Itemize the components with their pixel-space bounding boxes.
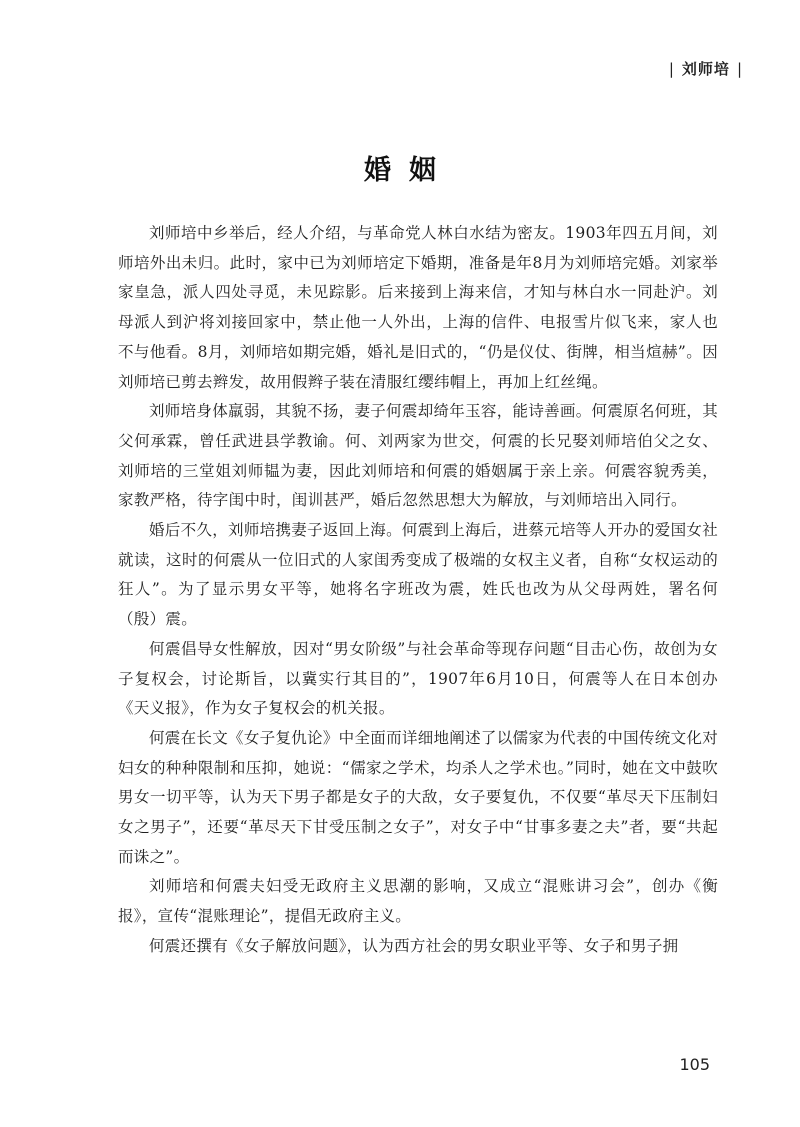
paragraph-4: 何震倡导女性解放，因对“男女阶级”与社会革命等现存问题“目击心伤，故创为女子复权会，讨论斯旨，以冀实行其目的”，1907年6月10日，何震等人在日本创办《天义报》，作为女子复权会的机关报。 [118, 639, 718, 718]
paragraph-7: 何震还撰有《女子解放问题》，认为西方社会的男女职业平等、女子和男子拥 [149, 936, 679, 955]
body-text [118, 219, 718, 962]
paragraph-6: 刘师培和何震夫妇受无政府主义思潮的影响，又成立“混账讲习会”，创办《衡报》，宣传“混账理论”，提倡无政府主义。 [118, 877, 718, 926]
paragraph-1: 刘师培中乡举后，经人介绍，与革命党人林白水结为密友。1903年四五月间，刘师培外出未归。此时，家中已为刘师培定下婚期，准备是年8月为刘师培完婚。刘家举家皇急，派人四处寻觅，未见踪影。后来接到上海来信，才知与林白水一同赴沪。刘母派人到沪将刘接回家中，禁止他一人外出，上海的信件、电报雪片似飞来，家人也不与他看。8月，刘师培如期完婚，婚礼是旧式的，“仍是仪仗、街牌，相当煊赫”。因刘师培已剪去辫发，故用假辫子装在清服红缨纬帽上，再加上红丝绳。 [118, 224, 718, 391]
running-header [662, 58, 750, 79]
page-number: 105 [679, 1055, 710, 1074]
paragraph-5: 何震在长文《女子复仇论》中全面而详细地阐述了以儒家为代表的中国传统文化对妇女的种种限制和压抑，她说：“儒家之学术，均杀人之学术也。”同时，她在文中鼓吹男女一切平等，认为天下男子都是女子的大敌，女子要复仇，不仅要“革尽天下压制妇女之男子”，还要“革尽天下甘受压制之女子”，对女子中“甘事多妻之夫”者，要“共起而诛之”。 [118, 728, 718, 866]
paragraph-3: 婚后不久，刘师培携妻子返回上海。何震到上海后，进蔡元培等人开办的爱国女社就读，这时的何震从一位旧式的人家闺秀变成了极端的女权主义者，自称“女权运动的狂人”。为了显示男女平等，她将名字班改为震，姓氏也改为从父母两姓，署名何（殷）震。 [118, 521, 718, 629]
chapter-title: 婚姻 [364, 155, 454, 186]
paragraph-2: 刘师培身体羸弱，其貌不扬，妻子何震却绮年玉容，能诗善画。何震原名何班，其父何承霖，曾任武进县学教谕。何、刘两家为世交，何震的长兄娶刘师培伯父之女、刘师培的三堂姐刘师韫为妻，因此刘师培和何震的婚姻属于亲上亲。何震容貌秀美，家教严格，待字闺中时，闺训甚严，婚后忽然思想大为解放，与刘师培出入同行。 [118, 402, 718, 510]
running-title: 刘师培 [681, 60, 730, 78]
header-separator-right: | [736, 60, 743, 78]
header-separator-left: | [668, 60, 675, 78]
